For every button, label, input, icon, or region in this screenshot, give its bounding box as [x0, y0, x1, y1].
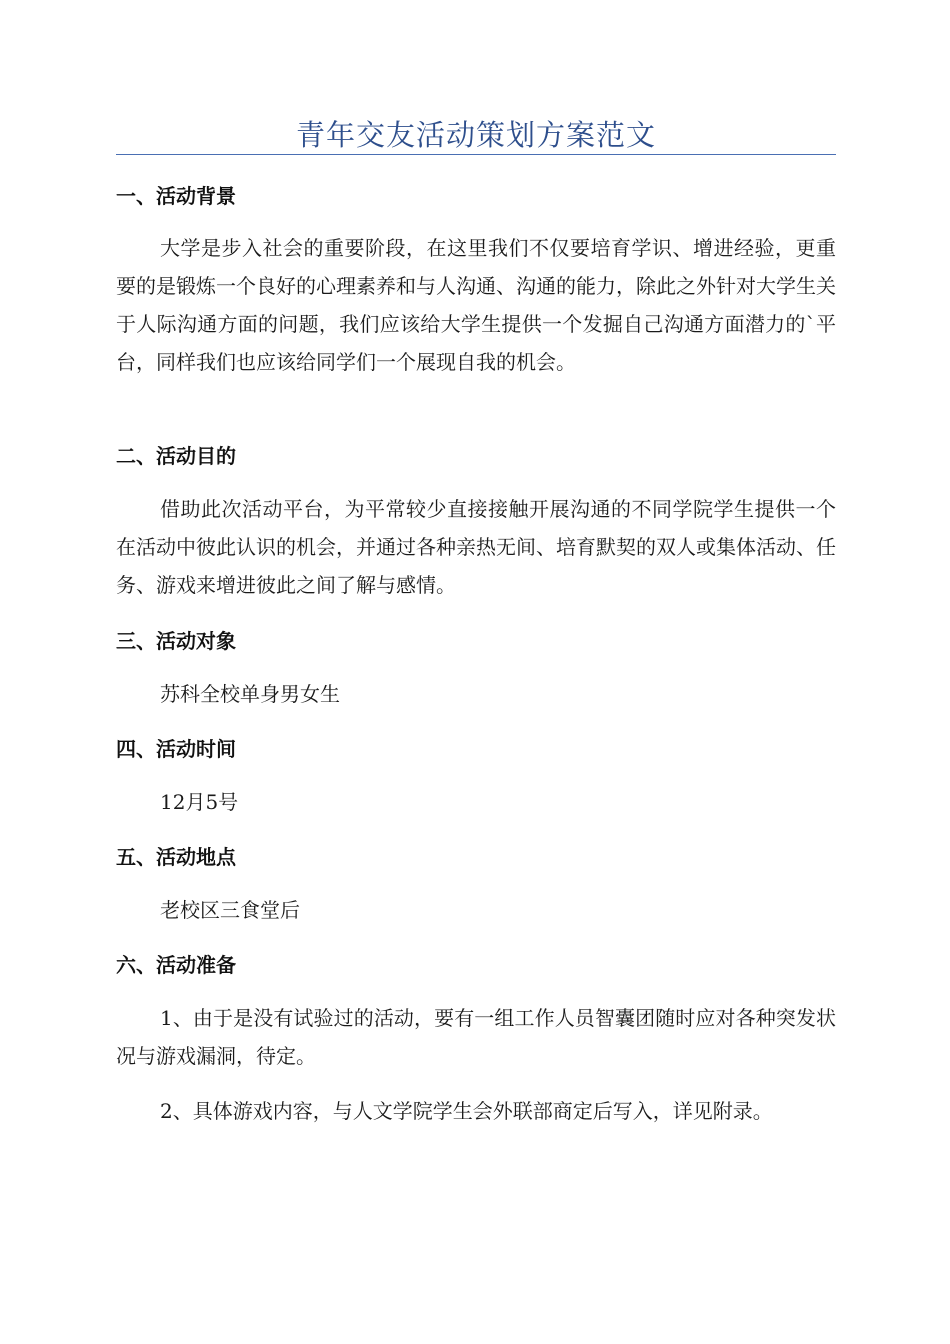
section-paragraph-background: 大学是步入社会的重要阶段，在这里我们不仅要培育学识、增进经验，更重要的是锻炼一个良好的心理素养和与人沟通、沟通的能力，除此之外针对大学生关于人际沟通方面的问题，我们应该给大学生提供一个发掘自己沟通方面潜力的`平台，同样我们也应该给同学们一个展现自我的机会。 [116, 236, 836, 374]
section-paragraph-purpose: 借助此次活动平台，为平常较少直接接触开展沟通的不同学院学生提供一个在活动中彼此认识的机会，并通过各种亲热无间、培育默契的双人或集体活动、任务、游戏来增进彼此之间了解与感情。 [116, 497, 836, 597]
section-heading-background: 一、活动背景 [116, 184, 236, 208]
section-paragraph-location: 老校区三食堂后 [160, 898, 300, 922]
section-paragraph-audience: 苏科全校单身男女生 [160, 682, 340, 706]
section-heading-preparation: 六、活动准备 [116, 953, 236, 977]
section-paragraph-preparation-2: 2、具体游戏内容，与人文学院学生会外联部商定后写入，详见附录。 [160, 1099, 773, 1123]
section-heading-location: 五、活动地点 [116, 845, 236, 869]
section-heading-time: 四、活动时间 [116, 737, 236, 761]
document-title: 青年交友活动策划方案范文 [295, 118, 656, 152]
section-heading-audience: 三、活动对象 [116, 629, 236, 653]
section-paragraph-time: 12月5号 [160, 790, 239, 814]
section-paragraph-preparation-1: 1、由于是没有试验过的活动，要有一组工作人员智囊团随时应对各种突发状况与游戏漏洞，待定。 [116, 1006, 836, 1068]
section-heading-purpose: 二、活动目的 [116, 444, 236, 468]
title-underline [116, 154, 836, 155]
